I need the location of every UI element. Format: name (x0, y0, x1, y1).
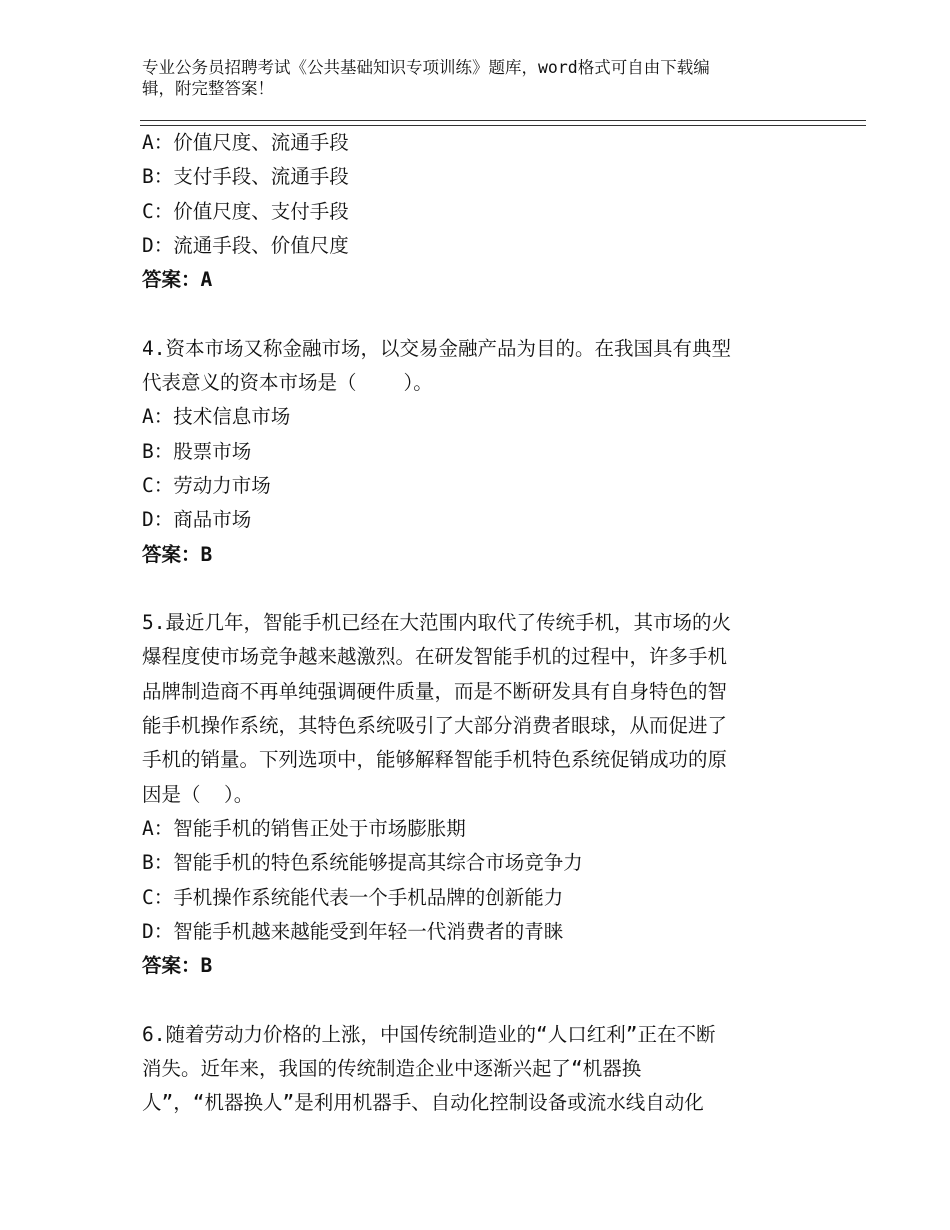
question-text-line: 6.随着劳动力价格的上涨，中国传统制造业的“人口红利”正在不断 (142, 1022, 716, 1046)
question-text-line: 代表意义的资本市场是（ ）。 (142, 371, 433, 395)
answer: 答案：B (142, 542, 213, 566)
question-text-line: 消失。近年来，我国的传统制造企业中逐渐兴起了“机器换 (142, 1057, 642, 1081)
header-line-2: 辑，附完整答案！ (142, 79, 274, 98)
spacer (142, 572, 802, 606)
option-a: A：智能手机的销售正处于市场膨胀期 (142, 816, 466, 840)
option-c: C：手机操作系统能代表一个手机品牌的创新能力 (142, 885, 564, 909)
header-line-1: 专业公务员招聘考试《公共基础知识专项训练》题库，word格式可自由下载编 (142, 58, 710, 77)
option-b: B：股票市场 (142, 439, 252, 463)
option-d: D：商品市场 (142, 508, 252, 532)
question-6 (142, 1018, 802, 1121)
question-text-line: 品牌制造商不再单纯强调硬件质量，而是不断研发具有自身特色的智 (142, 679, 728, 703)
question-3 (142, 126, 802, 297)
option-c: C：价值尺度、支付手段 (142, 199, 349, 223)
option-c: C：劳动力市场 (142, 473, 271, 497)
question-text-line: 人”，“机器换人”是利用机器手、自动化控制设备或流水线自动化 (142, 1091, 704, 1115)
question-4 (142, 332, 802, 572)
option-b: B：智能手机的特色系统能够提高其综合市场竞争力 (142, 851, 583, 875)
question-text-line: 爆程度使市场竞争越来越激烈。在研发智能手机的过程中，许多手机 (142, 645, 728, 669)
question-text-line: 4.资本市场又称金融市场，以交易金融产品为目的。在我国具有典型 (142, 336, 731, 360)
option-a: A：技术信息市场 (142, 405, 291, 429)
spacer (142, 297, 802, 331)
option-b: B：支付手段、流通手段 (142, 165, 349, 189)
option-d: D：流通手段、价值尺度 (142, 233, 349, 257)
question-text-line: 5.最近几年，智能手机已经在大范围内取代了传统手机，其市场的火 (142, 611, 731, 635)
document-header (142, 57, 802, 99)
question-text-line: 因是（ ）。 (142, 782, 254, 806)
question-content (142, 126, 802, 1121)
option-a: A：价值尺度、流通手段 (142, 131, 349, 154)
answer: 答案：A (142, 268, 213, 292)
option-d: D：智能手机越来越能受到年轻一代消费者的青睐 (142, 919, 564, 943)
spacer (142, 983, 802, 1017)
question-text-line: 能手机操作系统，其特色系统吸引了大部分消费者眼球，从而促进了 (142, 714, 728, 738)
question-5 (142, 606, 802, 983)
question-text-line: 手机的销量。下列选项中，能够解释智能手机特色系统促销成功的原 (142, 748, 728, 772)
answer: 答案：B (142, 954, 213, 978)
